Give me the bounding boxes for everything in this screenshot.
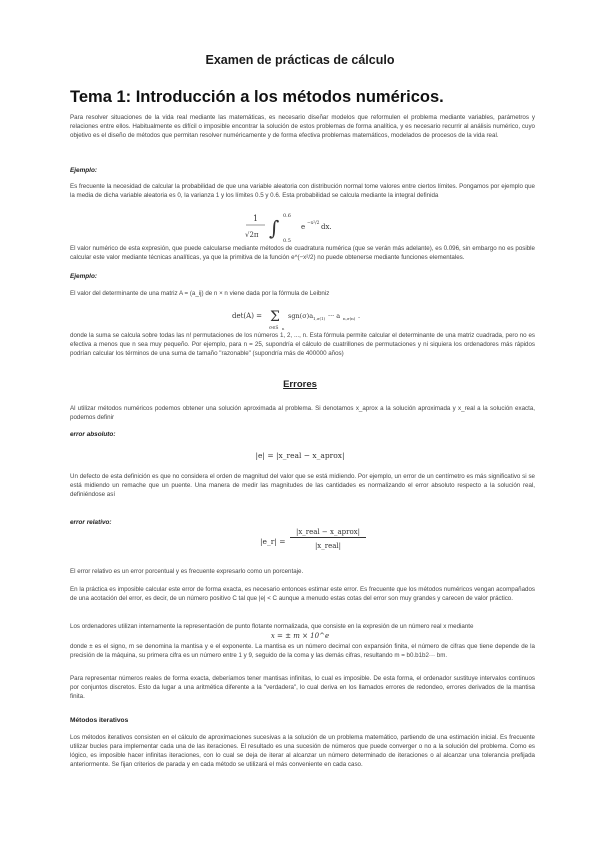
section-heading: Tema 1: Introducción a los métodos numéricos.: [70, 88, 444, 106]
formula-relative-error: [260, 528, 370, 558]
practice-paragraph: En la práctica es imposible calcular este error de forma exacta, es necesario entonces estimar este error. Es frecuente que los métodos numéricos vengan acompañados de una acotación del error, es decir, de un número positivo C tal que |e| < C aunque a menudo estas cotas del error son muy grandes y carecen de valor práctico.: [70, 586, 535, 602]
svg-text:0.5: 0.5: [283, 238, 291, 243]
example2-after-paragraph: donde la suma se calcula sobre todas las n! permutaciones de los números 1, 2, ..., n. Esta fórmula permite calcular el determinante de una matriz cuadrada, pero no es efectiva a menos que n sea muy pequeño. Por ejemplo, para n = 25, supondría el cálculo de cuatrillones de permutaciones y ni siquiera los ordenadores más rápidos podrían calcular los términos de una suma de tamaño "razonable" (supondría más de 400000 años): [70, 332, 535, 357]
formula-relative-error-denominator: |x_real|: [314, 542, 342, 550]
svg-text:1: 1: [253, 214, 259, 223]
formula-leibniz-graphic: [230, 302, 430, 332]
svg-text:0.6: 0.6: [283, 213, 291, 219]
svg-text:n: n: [282, 327, 285, 331]
example1-paragraph: Es frecuente la necesidad de calcular la probabilidad de que una variable aleatoria con distribución normal tome valores entre ciertos límites. Pongamos por ejemplo que la media de dicha variable aleatoria es 0, la varianza 1 y los límites 0.5 y 0.6. Esta probabilidad se calcula mediante la integral definida: [70, 183, 535, 199]
svg-text:√2π: √2π: [245, 231, 259, 239]
formula-relative-error-numerator: |x_real − x_aprox|: [290, 528, 366, 538]
svg-text:det(A) =: det(A) =: [232, 312, 263, 320]
relative-error-paragraph: El error relativo es un error porcentual y es frecuente expresarlo como un porcentaje.: [70, 568, 304, 575]
iterative-methods-heading: Métodos iterativos: [70, 717, 129, 724]
rounding-paragraph: Para representar números reales de forma exacta, deberíamos tener mantisas infinitas, lo cual es imposible. De esta forma, el ordenador sustituye intervalos continuos por conjuntos discretos. Esto da lugar a una aritmética diferente a la "verdadera", lo cual deriva en los llamados errores de redondeo, errores derivados de la mantisa finita.: [70, 675, 535, 700]
float-after-paragraph: donde ± es el signo, m se denomina la mantisa y e el exponente. La mantisa es un número decimal con expansión finita, el número de cifras que tiene depende de la precisión de la máquina, su primera cifra es un número entre 1 y 9, seguido de la coma y las demás cifras, resultando m = b0.b1b2··· bm.: [70, 643, 535, 659]
example2-paragraph: El valor del determinante de una matriz A = (a_ij) de n × n viene dada por la fórmula de Leibniz: [70, 290, 330, 297]
svg-text:σ∈S: σ∈S: [269, 326, 279, 331]
errors-heading: Errores: [283, 379, 317, 390]
example1-label: Ejemplo:: [70, 167, 97, 174]
absolute-error-label: error absoluto:: [70, 431, 116, 438]
svg-text:−x²/2: −x²/2: [307, 221, 320, 226]
formula-leibniz: [230, 302, 430, 332]
svg-text:e: e: [301, 223, 306, 231]
errors-intro-paragraph: Al utilizar métodos numéricos podemos obtener una solución aproximada al problema. Si denotamos x_aprox a la solución aproximada y x_real a la solución exacta, podemos definir: [70, 405, 535, 421]
example1-after-paragraph: El valor numérico de esta expresión, que puede calcularse mediante métodos de cuadratura numérica (que se verán más adelante), es 0.096, sin embargo no es posible calcular este valor mediante técnicas analíticas, ya que la primitiva de la función e^(−x²/2) no puede obtenerse mediante funciones elementales.: [70, 245, 535, 261]
absolute-error-paragraph: Un defecto de esta definición es que no considera el orden de magnitud del valor que se está midiendo. Por ejemplo, un error de un centímetro es más significativo si se está midiendo un remache que un puente. Una manera de medir las magnitudes de las cantidades es normalizando el error absoluto respecto a la solución real, definiéndose así: [70, 473, 535, 498]
example2-label: Ejemplo:: [70, 273, 97, 280]
formula-integral: [243, 207, 383, 243]
svg-text:∫: ∫: [269, 216, 280, 240]
formula-absolute-error: |e| = |x_real − x_aprox|: [255, 451, 345, 460]
intro-paragraph: Para resolver situaciones de la vida real mediante las matemáticas, es necesario diseñar modelos que reformulen el problema mediante variables, parámetros y relaciones entre ellos. Habitualmente es difícil o imposible encontrar la solución de estos problemas de forma analítica, y es necesario recurrir al análisis numérico, cuyo objetivo es el diseño de métodos que permitan resolver numéricamente y de forma efectiva problemas matemáticos, modelados de procesos de la vida real.: [70, 114, 535, 139]
svg-text:n,σ(n): n,σ(n): [343, 316, 356, 321]
formula-integral-graphic: [243, 207, 383, 243]
svg-text:sgn(σ)a: sgn(σ)a: [288, 312, 314, 320]
iterative-methods-paragraph: Los métodos iterativos consisten en el cálculo de aproximaciones sucesivas a la solución de un problema matemático, partiendo de una estimación inicial. Es frecuente utilizar bucles para implementar cada una de las iteraciones. El resultado es una sucesión de números que puede converger o no a la solución del problema. Como es lógico, es imposible hacer infinitas iteraciones, con lo cual se deja de iterar al alcanzar un número determinado de iteraciones o al alcanzar una tolerancia prefijada anteriormente. Se fijan criterios de parada y en cada método se utilizará el más conveniente en cada caso.: [70, 734, 535, 768]
svg-text:dx.: dx.: [321, 223, 332, 231]
svg-text:1,σ(1): 1,σ(1): [313, 316, 326, 321]
float-paragraph: Los ordenadores utilizan internamente la representación de punto flotante normalizada, que consiste en la expresión de un número real x mediante: [70, 623, 474, 630]
formula-floating-point: x = ± m × 10^e: [270, 632, 330, 640]
formula-relative-error-left: |e_r| =: [260, 537, 286, 546]
svg-text:.: .: [358, 312, 361, 320]
relative-error-label: error relativo:: [70, 519, 112, 526]
svg-text:Σ: Σ: [270, 309, 280, 325]
document-title: Examen de prácticas de cálculo: [205, 53, 395, 67]
svg-text:··· a: ··· a: [328, 312, 341, 320]
